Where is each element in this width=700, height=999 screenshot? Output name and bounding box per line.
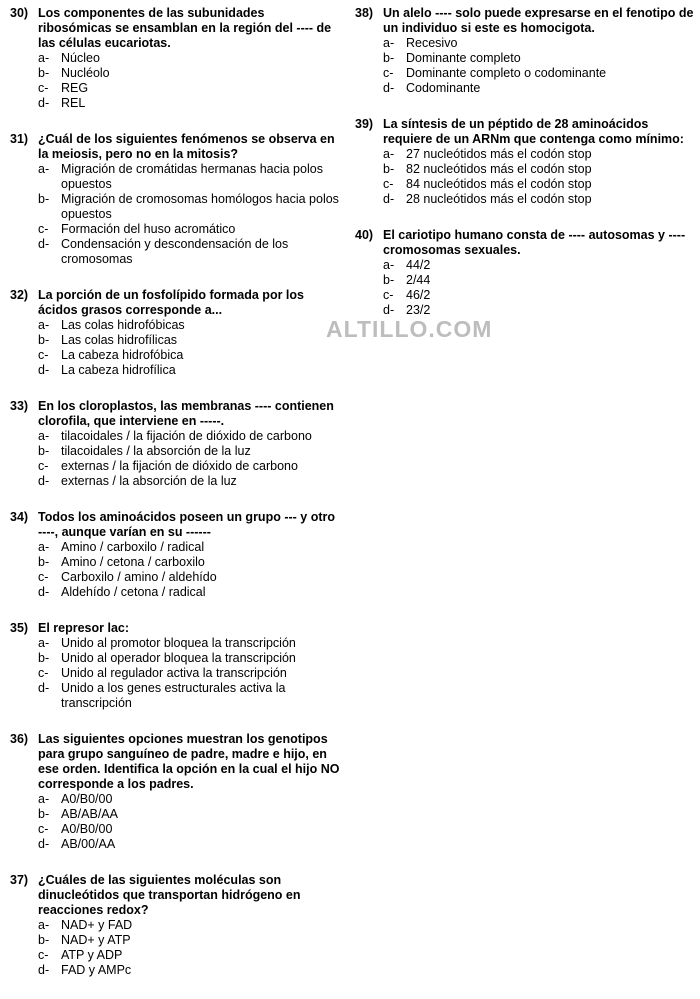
option-text: AB/00/AA bbox=[61, 837, 116, 851]
question-text: Todos los aminoácidos poseen un grupo --- y otro ----, aunque varían en su ------ bbox=[38, 510, 335, 539]
question-number: 38) bbox=[355, 6, 374, 20]
option-text: Unido a los genes estructurales activa la transcripción bbox=[61, 681, 286, 710]
option-letter: d- bbox=[38, 237, 50, 251]
answer-option bbox=[10, 444, 340, 459]
option-text: externas / la fijación de dióxido de carbono bbox=[61, 459, 298, 473]
option-text: Las colas hidrofóbicas bbox=[61, 318, 185, 332]
option-list bbox=[10, 540, 340, 600]
option-text: Núcleo bbox=[61, 51, 100, 65]
question-31 bbox=[10, 132, 340, 267]
option-letter: d- bbox=[38, 681, 50, 695]
answer-option bbox=[355, 51, 695, 66]
question-32 bbox=[10, 288, 340, 378]
option-text: Formación del huso acromático bbox=[61, 222, 236, 236]
option-text: 23/2 bbox=[406, 303, 431, 317]
answer-option bbox=[355, 162, 695, 177]
question-number: 35) bbox=[10, 621, 29, 635]
option-text: AB/AB/AA bbox=[61, 807, 118, 821]
option-letter: d- bbox=[383, 81, 395, 95]
option-text: tilacoidales / la absorción de la luz bbox=[61, 444, 251, 458]
question-text: La síntesis de un péptido de 28 aminoácidos requiere de un ARNm que contenga como mínimo: bbox=[383, 117, 684, 146]
option-letter: c- bbox=[38, 948, 49, 962]
answer-option bbox=[10, 585, 340, 600]
left-column bbox=[10, 6, 340, 999]
answer-option bbox=[355, 36, 695, 51]
option-letter: c- bbox=[38, 348, 49, 362]
answer-option bbox=[10, 474, 340, 489]
option-letter: c- bbox=[38, 81, 49, 95]
option-letter: b- bbox=[38, 192, 50, 206]
answer-option bbox=[10, 192, 340, 222]
question-37 bbox=[10, 873, 340, 978]
option-letter: a- bbox=[38, 918, 50, 932]
answer-option bbox=[355, 147, 695, 162]
answer-option bbox=[10, 540, 340, 555]
option-text: Recesivo bbox=[406, 36, 458, 50]
question-39 bbox=[355, 117, 695, 207]
question-35 bbox=[10, 621, 340, 711]
option-letter: c- bbox=[38, 570, 49, 584]
answer-option bbox=[355, 177, 695, 192]
answer-option bbox=[10, 81, 340, 96]
question-number: 33) bbox=[10, 399, 29, 413]
option-text: Amino / carboxilo / radical bbox=[61, 540, 205, 554]
question-text: La porción de un fosfolípido formada por los ácidos grasos corresponde a... bbox=[38, 288, 304, 317]
answer-option bbox=[10, 363, 340, 378]
option-letter: a- bbox=[38, 792, 50, 806]
option-text: Unido al promotor bloquea la transcripción bbox=[61, 636, 296, 650]
option-letter: a- bbox=[383, 147, 395, 161]
option-text: Carboxilo / amino / aldehído bbox=[61, 570, 217, 584]
answer-option bbox=[10, 681, 340, 711]
option-letter: d- bbox=[38, 837, 50, 851]
option-text: externas / la absorción de la luz bbox=[61, 474, 237, 488]
answer-option bbox=[10, 429, 340, 444]
option-letter: d- bbox=[383, 192, 395, 206]
option-text: 84 nucleótidos más el codón stop bbox=[406, 177, 592, 191]
option-letter: c- bbox=[383, 288, 394, 302]
option-list bbox=[10, 429, 340, 489]
option-text: 28 nucleótidos más el codón stop bbox=[406, 192, 592, 206]
option-text: Codominante bbox=[406, 81, 481, 95]
option-text: Nucléolo bbox=[61, 66, 110, 80]
option-letter: b- bbox=[38, 651, 50, 665]
option-letter: c- bbox=[38, 666, 49, 680]
option-letter: a- bbox=[38, 51, 50, 65]
answer-option bbox=[10, 948, 340, 963]
question-text: ¿Cuáles de las siguientes moléculas son dinucleótidos que transportan hidrógeno en reacciones redox? bbox=[38, 873, 301, 917]
answer-option bbox=[10, 51, 340, 66]
question-36 bbox=[10, 732, 340, 852]
answer-option bbox=[10, 237, 340, 267]
option-text: Unido al operador bloquea la transcripción bbox=[61, 651, 296, 665]
answer-option bbox=[10, 570, 340, 585]
answer-option bbox=[10, 918, 340, 933]
question-number: 37) bbox=[10, 873, 29, 887]
answer-option bbox=[10, 822, 340, 837]
option-text: Migración de cromátidas hermanas hacia polos opuestos bbox=[61, 162, 323, 191]
option-text: Condensación y descondensación de los cromosomas bbox=[61, 237, 289, 266]
option-text: A0/B0/00 bbox=[61, 822, 113, 836]
answer-option bbox=[10, 318, 340, 333]
option-text: NAD+ y ATP bbox=[61, 933, 131, 947]
option-text: Amino / cetona / carboxilo bbox=[61, 555, 205, 569]
answer-option bbox=[10, 66, 340, 81]
answer-option bbox=[10, 792, 340, 807]
answer-option bbox=[10, 348, 340, 363]
option-list bbox=[355, 36, 695, 96]
option-text: 44/2 bbox=[406, 258, 431, 272]
answer-option bbox=[10, 666, 340, 681]
option-text: Unido al regulador activa la transcripción bbox=[61, 666, 287, 680]
option-letter: c- bbox=[38, 822, 49, 836]
option-text: tilacoidales / la fijación de dióxido de carbono bbox=[61, 429, 312, 443]
question-33 bbox=[10, 399, 340, 489]
option-letter: b- bbox=[38, 333, 50, 347]
answer-option bbox=[355, 258, 695, 273]
answer-option bbox=[355, 192, 695, 207]
option-letter: d- bbox=[38, 474, 50, 488]
option-letter: d- bbox=[383, 303, 395, 317]
option-text: La cabeza hidrofílica bbox=[61, 363, 176, 377]
option-letter: a- bbox=[38, 540, 50, 554]
option-letter: b- bbox=[38, 66, 50, 80]
option-letter: b- bbox=[383, 51, 395, 65]
answer-option bbox=[10, 555, 340, 570]
option-letter: b- bbox=[383, 273, 395, 287]
option-letter: b- bbox=[383, 162, 395, 176]
question-34 bbox=[10, 510, 340, 600]
option-text: Dominante completo bbox=[406, 51, 521, 65]
option-text: ATP y ADP bbox=[61, 948, 123, 962]
question-number: 36) bbox=[10, 732, 29, 746]
answer-option bbox=[10, 963, 340, 978]
option-text: A0/B0/00 bbox=[61, 792, 113, 806]
right-column bbox=[355, 6, 695, 339]
question-text: El represor lac: bbox=[38, 621, 130, 635]
question-text: En los cloroplastos, las membranas ---- contienen clorofila, que interviene en -----. bbox=[38, 399, 334, 428]
question-number: 31) bbox=[10, 132, 29, 146]
answer-option bbox=[10, 933, 340, 948]
option-list bbox=[10, 636, 340, 711]
option-list bbox=[10, 792, 340, 852]
option-text: REL bbox=[61, 96, 86, 110]
question-number: 30) bbox=[10, 6, 29, 20]
option-text: Dominante completo o codominante bbox=[406, 66, 607, 80]
option-text: 2/44 bbox=[406, 273, 431, 287]
option-text: NAD+ y FAD bbox=[61, 918, 133, 932]
answer-option bbox=[10, 459, 340, 474]
answer-option bbox=[10, 333, 340, 348]
answer-option bbox=[10, 222, 340, 237]
option-letter: d- bbox=[38, 585, 50, 599]
option-letter: a- bbox=[383, 36, 395, 50]
option-letter: c- bbox=[38, 459, 49, 473]
option-letter: b- bbox=[38, 444, 50, 458]
option-letter: d- bbox=[38, 96, 50, 110]
answer-option bbox=[355, 273, 695, 288]
question-text: Las siguientes opciones muestran los genotipos para grupo sanguíneo de padre, madre e hijo, en ese orden. Identifica la opción en la cual el hijo NO corresponde a los padres. bbox=[38, 732, 340, 791]
option-text: Migración de cromosomas homólogos hacia polos opuestos bbox=[61, 192, 339, 221]
question-text: Un alelo ---- solo puede expresarse en el fenotipo de un individuo si este es homocigota. bbox=[383, 6, 694, 35]
question-30 bbox=[10, 6, 340, 111]
option-text: REG bbox=[61, 81, 89, 95]
question-text: Los componentes de las subunidades ribosómicas se ensamblan en la región del ---- de las células eucariotas. bbox=[38, 6, 332, 50]
option-letter: a- bbox=[38, 429, 50, 443]
option-list bbox=[10, 318, 340, 378]
question-number: 40) bbox=[355, 228, 374, 242]
option-letter: d- bbox=[38, 963, 50, 977]
option-letter: c- bbox=[383, 66, 394, 80]
option-text: 46/2 bbox=[406, 288, 431, 302]
option-list bbox=[10, 162, 340, 267]
answer-option bbox=[10, 636, 340, 651]
option-letter: a- bbox=[38, 162, 50, 176]
option-letter: a- bbox=[383, 258, 395, 272]
answer-option bbox=[355, 288, 695, 303]
question-38 bbox=[355, 6, 695, 96]
option-letter: c- bbox=[383, 177, 394, 191]
option-text: 82 nucleótidos más el codón stop bbox=[406, 162, 592, 176]
option-letter: b- bbox=[38, 555, 50, 569]
answer-option bbox=[10, 96, 340, 111]
option-list bbox=[10, 51, 340, 111]
option-letter: c- bbox=[38, 222, 49, 236]
option-letter: a- bbox=[38, 318, 50, 332]
option-text: Las colas hidrofílicas bbox=[61, 333, 178, 347]
option-text: Aldehído / cetona / radical bbox=[61, 585, 206, 599]
question-number: 39) bbox=[355, 117, 374, 131]
watermark: ALTILLO.COM bbox=[326, 316, 493, 342]
option-letter: a- bbox=[38, 636, 50, 650]
option-text: FAD y AMPc bbox=[61, 963, 132, 977]
option-letter: d- bbox=[38, 363, 50, 377]
option-text: La cabeza hidrofóbica bbox=[61, 348, 184, 362]
answer-option bbox=[355, 81, 695, 96]
question-number: 32) bbox=[10, 288, 29, 302]
answer-option bbox=[10, 807, 340, 822]
answer-option bbox=[10, 651, 340, 666]
question-40 bbox=[355, 228, 695, 318]
question-text: El cariotipo humano consta de ---- autosomas y ----cromosomas sexuales. bbox=[383, 228, 686, 257]
option-list bbox=[10, 918, 340, 978]
answer-option bbox=[355, 66, 695, 81]
option-letter: b- bbox=[38, 933, 50, 947]
option-letter: b- bbox=[38, 807, 50, 821]
option-list bbox=[355, 147, 695, 207]
option-list bbox=[355, 258, 695, 318]
answer-option bbox=[10, 837, 340, 852]
option-text: 27 nucleótidos más el codón stop bbox=[406, 147, 592, 161]
question-number: 34) bbox=[10, 510, 29, 524]
question-text: ¿Cuál de los siguientes fenómenos se observa en la meiosis, pero no en la mitosis? bbox=[38, 132, 335, 161]
answer-option bbox=[10, 162, 340, 192]
